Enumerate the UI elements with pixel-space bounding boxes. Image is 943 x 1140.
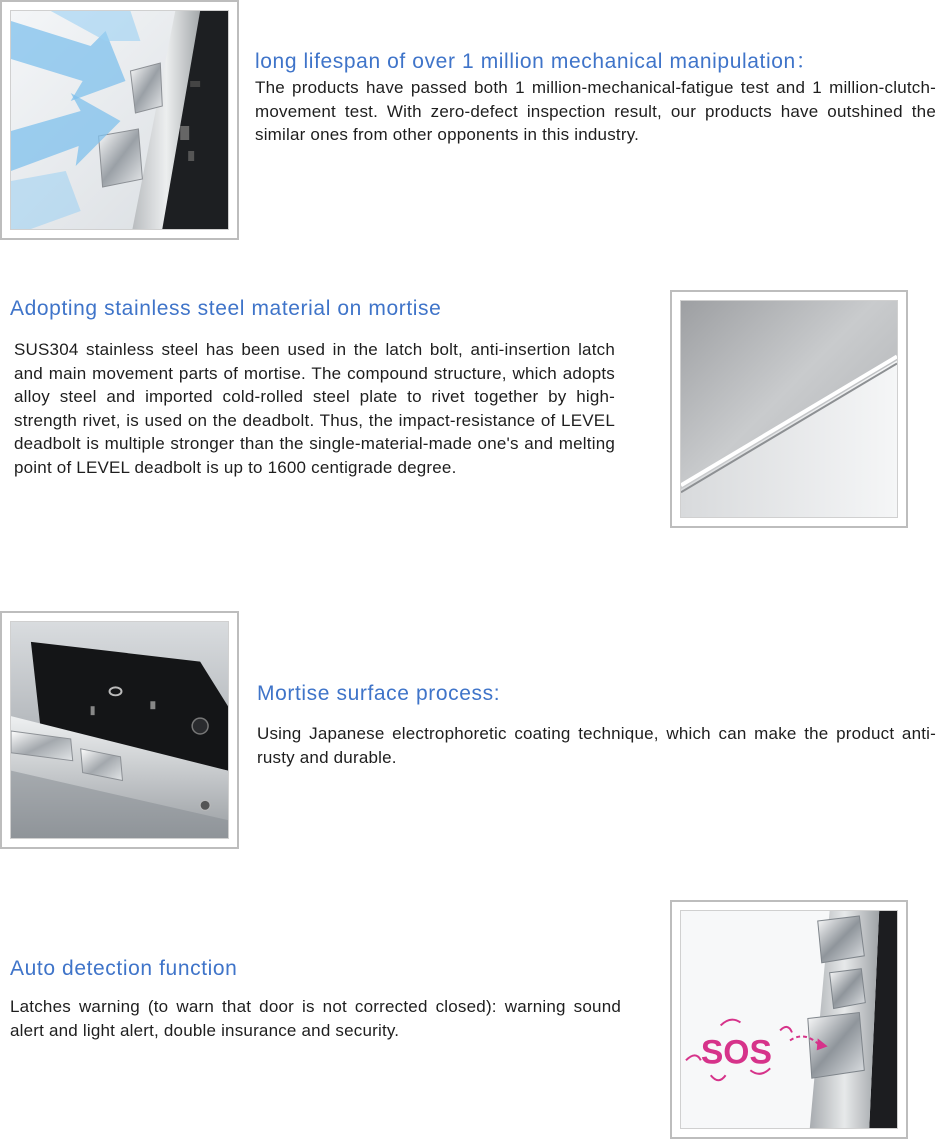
sos-label: SOS xyxy=(700,1033,772,1072)
section-body-auto-detection: Latches warning (to warn that door is not corrected closed): warning sound alert and light alert, double insurance and security. xyxy=(10,997,621,1040)
section-body-surface: Using Japanese electrophoretic coating technique, which can make the product anti-rusty and durable. xyxy=(257,724,936,767)
brushed-steel-illustration xyxy=(681,301,897,517)
image-frame-lifespan xyxy=(0,0,239,240)
lifespan-image xyxy=(10,10,229,230)
black-mortise-illustration xyxy=(11,622,228,838)
image-frame-surface xyxy=(0,611,239,849)
latch-sos-illustration xyxy=(681,911,897,1128)
image-frame-stainless xyxy=(670,290,908,528)
section-heading-stainless: Adopting stainless steel material on mortise xyxy=(10,297,442,320)
section-heading-auto-detection: Auto detection function xyxy=(10,957,238,980)
surface-image xyxy=(10,621,229,839)
auto-detection-image xyxy=(680,910,898,1129)
image-frame-auto-detection xyxy=(670,900,908,1139)
stainless-image xyxy=(680,300,898,518)
mortise-latch-arrows-illustration xyxy=(11,11,228,229)
section-heading-surface: Mortise surface process: xyxy=(257,682,501,705)
section-body-lifespan: The products have passed both 1 million-mechanical-fatigue test and 1 million-clutch- movement test. With zero-defect inspection result, our products have outshined the similar ones from other opponents in this industry. xyxy=(255,78,936,144)
section-body-stainless: SUS304 stainless steel has been used in the latch bolt, anti-insertion latch and main movement parts of mortise. The compound structure, which adopts alloy steel and imported cold-rolled steel plate to rivet together by high-strength rivet, is used on the deadbolt. Thus, the impact-resistance of LEVEL deadbolt is multiple stronger than the single-material-made one's and melting point of LEVEL deadbolt is up to 1600 centigrade degree. xyxy=(14,340,615,477)
section-heading-lifespan: long lifespan of over 1 million mechanical manipulation： xyxy=(255,50,818,73)
